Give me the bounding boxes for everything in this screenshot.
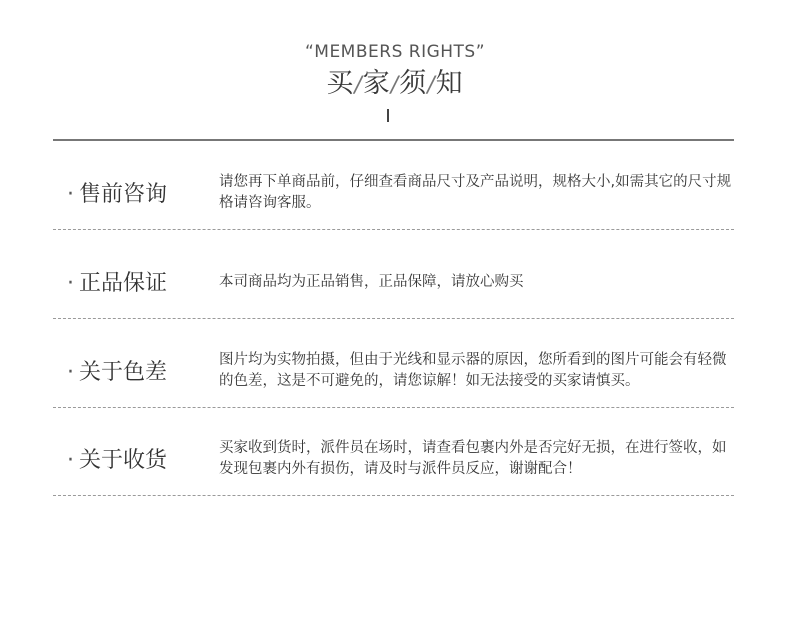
- title-separator: /: [354, 73, 363, 98]
- title-char: 须: [399, 68, 428, 99]
- section-heading: [67, 180, 167, 210]
- section-text: 买家收到货时，派件员在场时，请查看包裹内外是否完好无损，在进行签收，如发现包裹内外有损伤，请及时与派件员反应，谢谢配合！: [219, 440, 727, 477]
- section-heading-text: 售前咨询: [79, 182, 168, 207]
- title-char: 知: [435, 68, 464, 99]
- section-authentic: [53, 230, 734, 319]
- section-heading-text: 正品保证: [79, 271, 168, 296]
- section-heading: [67, 446, 167, 476]
- section-text: 请您再下单商品前，仔细查看商品尺寸及产品说明，规格大小,如需其它的尺寸规格请咨询客服。: [219, 174, 732, 211]
- bullet-dot: ·: [67, 271, 74, 296]
- section-text: 本司商品均为正品销售，正品保障，请放心购买: [219, 274, 524, 290]
- bullet-dot: ·: [67, 360, 74, 385]
- title-separator: /: [427, 73, 436, 98]
- section-presale: [53, 141, 734, 230]
- title-char: 家: [362, 68, 391, 99]
- section-heading-text: 关于色差: [79, 360, 168, 385]
- section-heading-text: 关于收货: [79, 448, 168, 473]
- section-heading: [67, 358, 167, 388]
- title-char: 买: [326, 68, 355, 99]
- section-text: 图片均为实物拍摄，但由于光线和显示器的原因，您所看到的图片可能会有轻微的色差，这是不可避免的，请您谅解！如无法接受的买家请慎买。: [219, 352, 727, 389]
- section-delivery: [53, 408, 734, 496]
- title-separator: /: [390, 73, 400, 98]
- section-heading: [67, 269, 167, 299]
- title-divider-mark: [387, 109, 389, 122]
- section-color-difference: [53, 319, 734, 408]
- page-title: [0, 66, 790, 104]
- page-subtitle: “MEMBERS RIGHTS”: [304, 42, 486, 62]
- bullet-dot: ·: [67, 182, 74, 207]
- bullet-dot: ·: [67, 448, 74, 473]
- page-header: [0, 40, 790, 104]
